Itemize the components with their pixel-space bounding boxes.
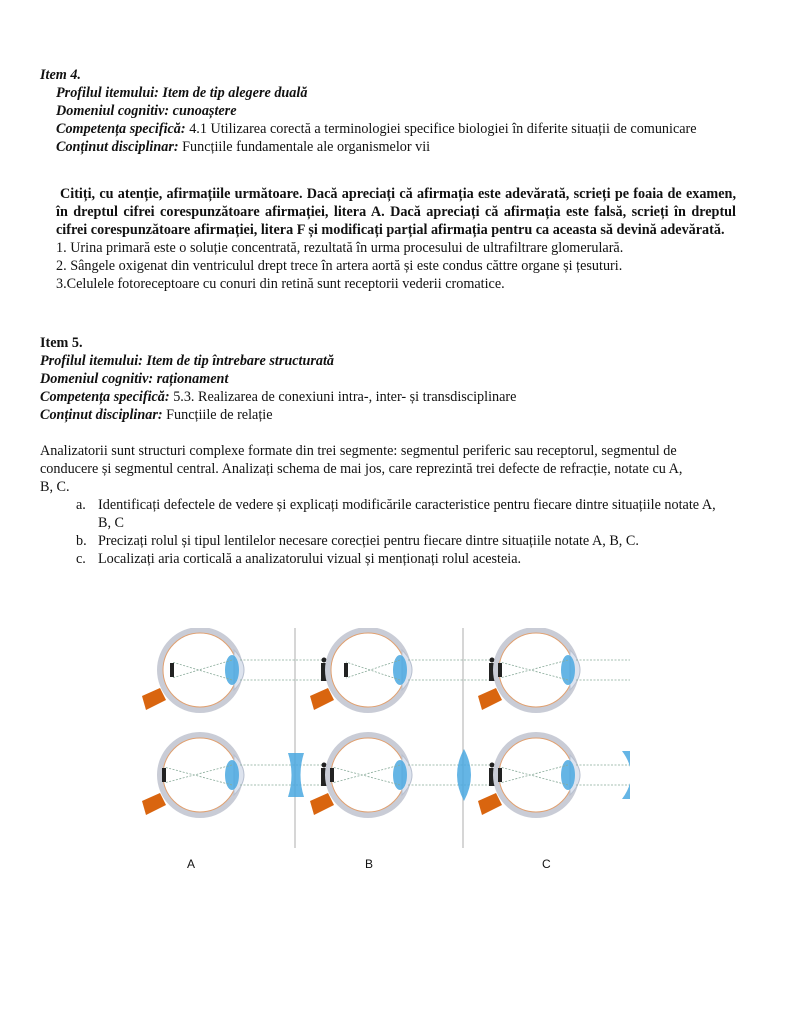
task-text: Localizați aria corticală a analizatorului vizual și menționați rolul acesteia.: [98, 551, 522, 567]
competence-label: Competența specifică:: [40, 389, 170, 405]
crystalline-lens: [561, 655, 575, 685]
retinal-image: [344, 663, 348, 677]
optic-nerve: [310, 688, 334, 710]
statement: 2. Sângele oxigenat din ventriculul drept trece în artera aortă și este condus căttre organe și țesuturi.: [56, 258, 623, 274]
crystalline-lens: [393, 655, 407, 685]
item4-instructions: Citiți, cu atenție, afirmațiile următoare. Dacă apreciați că afirmația este adevărată, scrieți pe foaia de examen, în dreptul cifrei corespunzătoare afirmației, litera A. Dacă apreciați că afirmația este falsă, scrieți în dreptul cifrei corespunzătoare afirmației, litera F și modificați parțial afirmația pentru ca aceasta să devină adevărată.: [56, 186, 736, 238]
item5-title: Item 5.: [40, 335, 83, 351]
item4-meta: [56, 84, 736, 156]
optic-nerve: [142, 688, 166, 710]
person-icon: [322, 763, 327, 768]
task-text: Precizați rolul și tipul lentilelor necesare corecției pentru fiecare dintre situațiile notate A, B, C.: [98, 533, 639, 549]
retinal-image: [498, 663, 502, 677]
task-item: [76, 496, 716, 532]
defective-eye: [142, 630, 327, 710]
content-text: Funcțiile de relație: [162, 407, 273, 423]
task-marker: b.: [76, 533, 87, 549]
item5-competence: [40, 388, 740, 406]
optic-nerve: [478, 688, 502, 710]
task-text: Identificați defectele de vedere și explicați modificările caracteristice pentru fiecare dintre situațiile notate A, B, C: [98, 497, 716, 531]
competence-text: 4.1 Utilizarea corectă a terminologiei specifice biologiei în diferite situații de comunicare: [185, 121, 697, 137]
item5-meta: [40, 334, 740, 424]
defective-eye: [310, 630, 495, 710]
item5-body: [40, 442, 716, 568]
figure-label-b: B: [365, 857, 374, 871]
statement: 3.Celulele fotoreceptoare cu conuri din retină sunt receptorii vederii cromatice.: [56, 276, 505, 292]
person-icon: [490, 658, 495, 663]
content-text: Funcțiile fundamentale ale organismelor vii: [178, 139, 431, 155]
figure-label-c: C: [542, 857, 551, 871]
competence-label: Competența specifică:: [56, 121, 186, 137]
corrected-eye: [310, 735, 495, 815]
crystalline-lens: [225, 760, 239, 790]
figure-label-a: A: [187, 857, 196, 871]
task-item: [76, 532, 716, 550]
item4-profile: Profilul itemului: Item de tip alegere duală: [56, 85, 308, 101]
crystalline-lens: [225, 655, 239, 685]
item4-title: Item 4.: [40, 67, 81, 83]
concave-lens-icon: [288, 753, 304, 797]
optic-nerve: [478, 793, 502, 815]
content-label: Conținut disciplinar:: [40, 407, 163, 423]
retinal-image: [170, 663, 174, 677]
defective-eye: [478, 630, 630, 710]
retinal-image: [330, 768, 334, 782]
item5-domain: Domeniul cognitiv: raționament: [40, 371, 229, 387]
retinal-image: [498, 768, 502, 782]
crystalline-lens: [393, 760, 407, 790]
statement: 1. Urina primară este o soluție concentrată, rezultată în urma procesului de ultrafiltrare glomerulară.: [56, 240, 624, 256]
item5-content: [40, 406, 740, 424]
item5-intro: Analizatorii sunt structuri complexe formate din trei segmente: segmentul periferic sau receptorul, segmentul de conducere și segmentul central. Analizați schema de mai jos, care reprezintă trei defecte de refracție, notate cu A, B, C.: [40, 443, 683, 495]
crystalline-lens: [561, 760, 575, 790]
convex-lens-icon: [457, 749, 471, 801]
item4-competence: [56, 120, 736, 138]
optic-nerve: [142, 793, 166, 815]
item4-domain: Domeniul cognitiv: cunoaștere: [56, 103, 237, 119]
content-label: Conținut disciplinar:: [56, 139, 179, 155]
item5-profile: Profilul itemului: Item de tip întrebare structurată: [40, 353, 335, 369]
refraction-defects-figure: [140, 628, 630, 848]
task-item: [76, 550, 716, 568]
task-marker: a.: [76, 497, 86, 513]
task-marker: c.: [76, 551, 86, 567]
item4-content: [56, 138, 736, 156]
competence-text: 5.3. Realizarea de conexiuni intra-, inter- și transdisciplinare: [169, 389, 517, 405]
corrected-eye: [142, 735, 327, 815]
corrected-eye: [478, 735, 630, 815]
meniscus-lens-icon: [622, 751, 630, 799]
person-icon: [322, 658, 327, 663]
task-list: [40, 496, 716, 568]
item4-body: [56, 185, 736, 293]
retinal-image: [162, 768, 166, 782]
optic-nerve: [310, 793, 334, 815]
person-icon: [490, 763, 495, 768]
